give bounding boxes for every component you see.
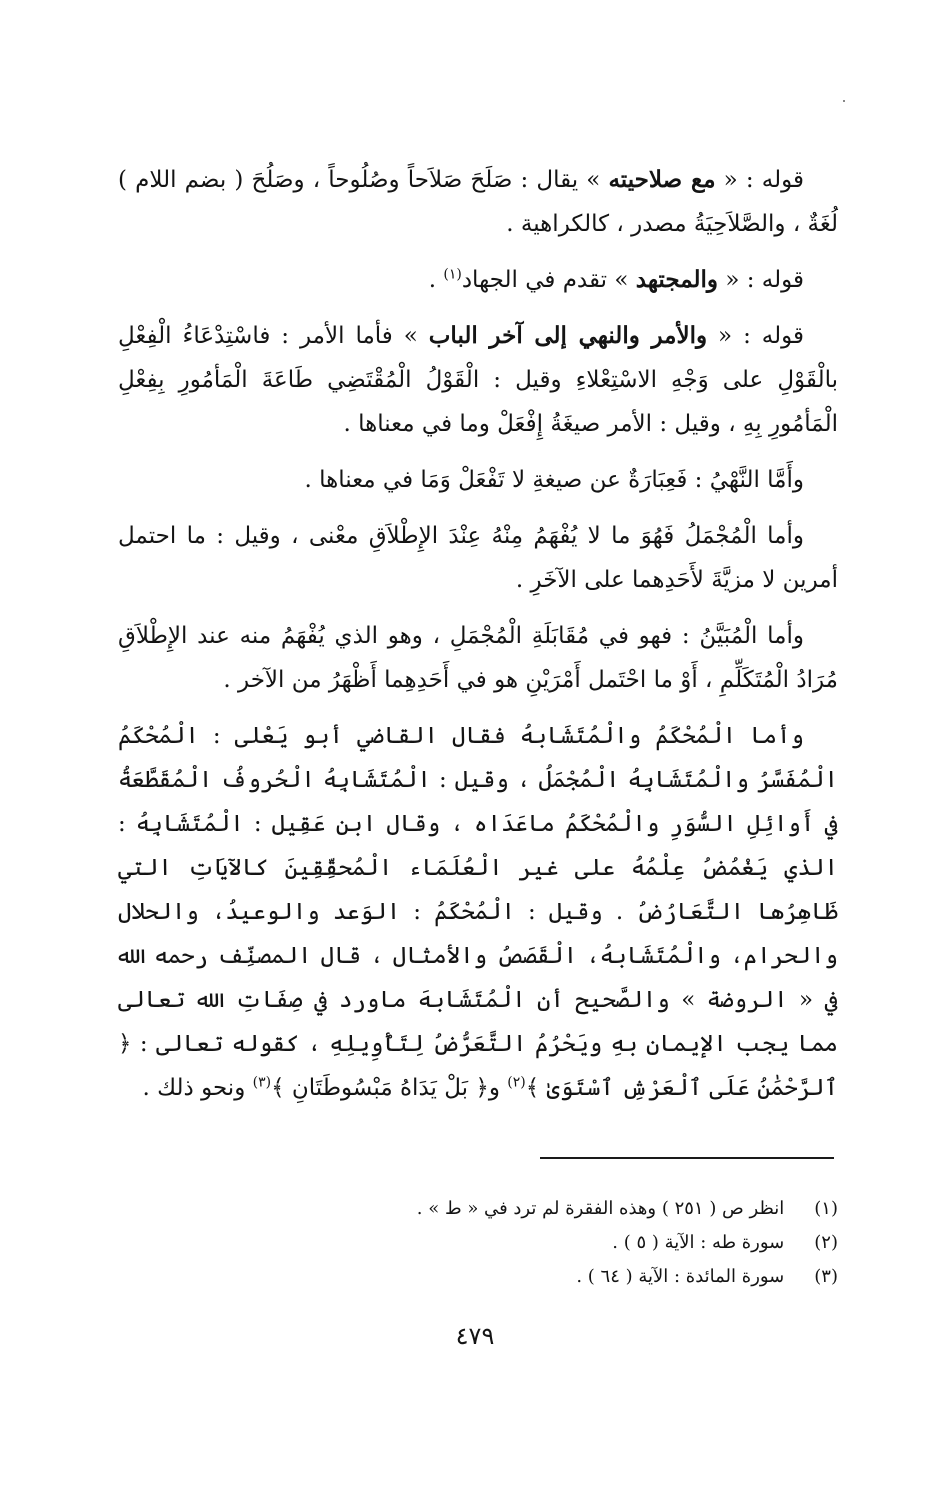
footnote-1 xyxy=(118,1192,838,1226)
bold-term: والمجتهد xyxy=(635,266,719,293)
page-number: ٤٧٩ xyxy=(455,1322,495,1350)
paragraph-amr xyxy=(118,314,838,446)
footnote-2 xyxy=(118,1226,838,1260)
text-run: » يقال : صَلَحَ صَلاَحاً وصُلُوحاً ، وصَلُحَ ( بضم اللام ) لُغَةٌ ، والصَّلاَحِيَةُ مصدر ، كالكراهية . xyxy=(118,167,838,237)
footnote-text: انظر ص ( ٢٥١ ) وهذه الفقرة لم ترد في « ط » . xyxy=(416,1198,785,1219)
paragraph-mujtahid xyxy=(118,258,838,302)
quran-verse-2: ﴿ بَلْ يَدَاهُ مَبْسُوطَتَانِ ﴾ xyxy=(271,1075,489,1101)
text-run: . xyxy=(428,267,444,293)
footnote-number: (٣) xyxy=(814,1266,838,1287)
paragraph-mubayyan: وأما الْمُبَيَّنُ : فهو في مُقَابَلَةِ الْمُجْمَلِ ، وهو الذي يُفْهَمُ منه عند الإِطْلاَقِ مُرَادُ الْمُتَكَلِّمِ ، أَوْ ما احْتَمل أَمْرَيْنِ هو في أَحَدِهِما أَظْهَرُ من الآخر . xyxy=(118,623,838,693)
footnotes xyxy=(118,1192,838,1294)
footnote-ref-3[interactable]: (٣) xyxy=(252,1074,272,1091)
paragraph-mujmal: وأما الْمُجْمَلُ فَهُوَ ما لا يُفْهَمُ مِنْهُ عِنْدَ الإِطْلاَقِ معْنى ، وقيل : ما احتمل أمرين لا مزيَّةَ لأَحَدِهما على الآخَرِ . xyxy=(118,523,838,593)
text-run: قوله : « xyxy=(707,323,804,349)
footnote-divider xyxy=(540,1157,834,1159)
paragraph-muhkam xyxy=(118,714,838,1110)
footnote-number: (٢) xyxy=(814,1232,838,1253)
scan-speck xyxy=(843,100,845,102)
footnote-ref-1[interactable]: (١) xyxy=(443,266,462,283)
paragraph-nahy: وأَمَّا النَّهْيُ : فَعِبَارَةٌ عن صيغةِ لا تَفْعَلْ وَمَا في معناها . xyxy=(304,467,804,493)
footnote-text: سورة المائدة : الآية ( ٦٤ ) . xyxy=(576,1266,785,1287)
footnote-3 xyxy=(118,1260,838,1294)
text-run: قوله : « xyxy=(715,167,804,193)
bold-term: والأمر والنهي إلى آخر الباب xyxy=(428,322,708,349)
quran-verse-1: ﴿ ٱلرَّحْمَٰنُ عَلَى ٱلْعَرْشِ ٱسْتَوَىٰ ﴾ xyxy=(118,1031,838,1101)
text-run: ونحو ذلك . xyxy=(142,1075,253,1101)
text-run: قوله : « xyxy=(718,267,804,293)
text-run: » فأما الأمر : فاسْتِدْعَاءُ الْفِعْلِ بالْقَوْلِ على وَجْهِ الاسْتِعْلاءِ وقيل : الْقَوْلُ الْمُقْتَضِي طَاعَةَ الْمَأمُورِ بِفِعْلِ الْمَأمُورِ بِهِ ، وقيل : الأمر صيغَةُ إِفْعَلْ وما في معناها . xyxy=(118,323,838,437)
paragraph-salahiya xyxy=(118,158,838,246)
bold-term: مع صلاحيته xyxy=(608,166,716,193)
text-run: وأما الْمُحْكَمُ والْمُتَشَابهُ فقال القاضي أبو يَعْلى : الْمُحْكَمُ الْمُفَسَّرُ والْمُتَشَابِهُ الْمُجْمَلُ ، وقيل : الْمُتَشَابِهُ الْحُروفُ الْمُقَطَّعَةُ في أَوائِلِ السُّوَرِ والْمُحْكَمُ ماعَدَاه ، وقال ابن عَقِيل : الْمُتَشَابِهُ : الذي يَغْمُضُ عِلْمُهُ على غير الْعُلَمَاء الْمُحقِّقِينَ كالآيَاتِ التي ظَاهِرُها التَّعَارُضُ . وقيل : الْمُحْكَمُ : الوَعد والوعيدُ، والحلال والحرام، والْمُتَشَابهُ، الْقَصَصُ والأمثال ، قال المصنِّف رحمه الله في « الروضة » والصَّحيح أن الْمُتَشَابهَ ماورد في صِفَاتِ الله تعالى مما يجب الإيمان بهِ ويَحْرُمُ التَّعَرُّضُ لِتَأْوِيلِهِ ، كقوله تعالى : xyxy=(118,723,838,1057)
footnote-number: (١) xyxy=(814,1198,838,1219)
text-run: و xyxy=(488,1075,508,1101)
footnote-ref-2[interactable]: (٢) xyxy=(507,1074,526,1091)
footnote-text: سورة طه : الآية ( ٥ ) . xyxy=(612,1232,785,1253)
text-run: » تقدم في الجهاد xyxy=(461,267,636,293)
main-text xyxy=(118,158,838,1122)
